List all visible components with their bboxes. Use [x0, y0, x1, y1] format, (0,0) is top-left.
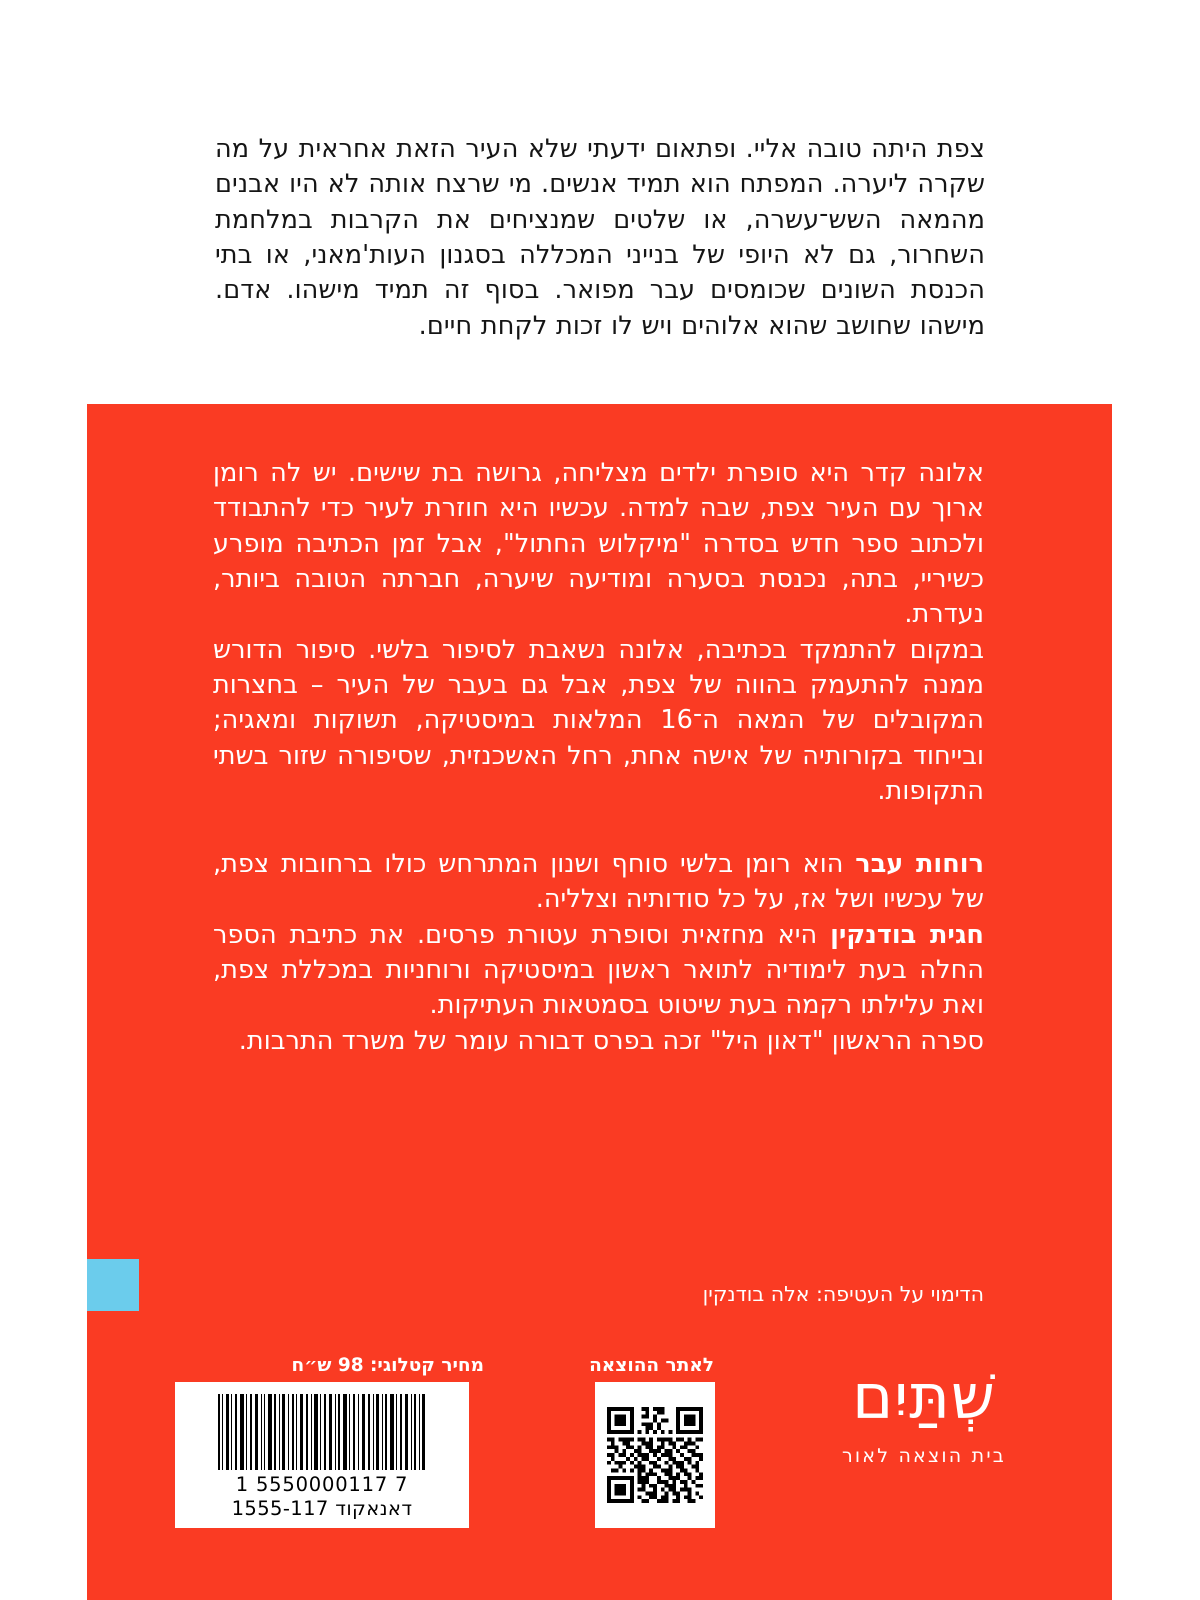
cover-image-credit: הדימוי על העטיפה: אלה בודנקין [702, 1282, 984, 1306]
blue-accent-square [87, 1259, 139, 1311]
blurb-paragraph-3-rest: הוא רומן בלשי סוחף ושנון המתרחש כולו ברחובות צפת, של עכשיו ושל אז, על כל סודותיה וצלליה. [213, 849, 984, 915]
barcode-bars-icon [218, 1394, 426, 1470]
qr-caption: לאתר ההוצאה [589, 1355, 714, 1376]
excerpt-block [215, 132, 985, 344]
publisher-name: שְׁתַּיִם [852, 1360, 996, 1433]
blurb-paragraph-3 [213, 847, 984, 918]
book-title-bold: רוחות עבר [855, 849, 984, 880]
blurb-paragraph-5: ספרה הראשון "דאון היל" זכה בפרס דבורה עומר של משרד התרבות. [238, 1025, 984, 1056]
excerpt-text: צפת היתה טובה אליי. ופתאום ידעתי שלא העיר הזאת אחראית על מה שקרה ליערה. המפתח הוא תמיד אנשים. מי שרצח אותה לא היו אבנים מהמאה השש־עשרה, או שלטים שמנציחים את הקרבות במלחמת השחרור, גם לא היופי של בנייני המכללה בסגנון העות'מאני, או בתי הכנסת השונים שכומסים עבר מפואר. בסוף זה תמיד מישהו. אדם. מישהו שחושב שהוא אלוהים ויש לו זכות לקחת חיים. [215, 134, 985, 341]
barcode-danacode: דאנאקוד 1555-117 [231, 1496, 413, 1520]
blurb-block [213, 456, 984, 1059]
catalog-price-label: מחיר קטלוגי: 98 ש״ח [291, 1355, 484, 1376]
qr-code-box[interactable] [595, 1382, 715, 1528]
red-panel [87, 404, 1112, 1600]
qr-code-icon[interactable] [607, 1407, 703, 1503]
blurb-paragraph-2: במקום להתמקד בכתיבה, אלונה נשאבת לסיפור בלשי. סיפור הדורש ממנה להתעמק בהווה של צפת, אבל גם בעבר של העיר – בחצרות המקובלים של המאה ה־16 המלאות במיסטיקה, תשוקות ומאגיה; ובייחוד בקורותיה של אישה אחת, רחל האשכנזית, שסיפורה שזור בשתי התקופות. [213, 634, 984, 806]
publisher-logo [774, 1360, 1074, 1468]
publisher-tagline: בית הוצאה לאור [842, 1445, 1006, 1468]
blurb-paragraph-4-rest: היא מחזאית וסופרת עטורת פרסים. את כתיבת הספר החלה בעת לימודיה לתואר ראשון במיסטיקה ורוחניות במכללת צפת, ואת עלילתו רקמה בעת שיטוט בסמטאות העתיקות. [213, 919, 984, 1021]
barcode-box [175, 1382, 469, 1528]
author-name-bold: חגית בודנקין [830, 919, 984, 950]
blurb-paragraph-1: אלונה קדר היא סופרת ילדים מצליחה, גרושה בת שישים. יש לה רומן ארוך עם העיר צפת, שבה למדה. עכשיו היא חוזרת לעיר כדי להתבודד ולכתוב ספר חדש בסדרה "מיקלוש החתול", אבל זמן הכתיבה מופרע כשיריי, בתה, נכנסת בסערה ומודיעה שיערה, חברתה הטובה ביותר, נעדרת. [213, 458, 984, 630]
barcode-number: 1 5550000117 7 [235, 1473, 409, 1496]
blurb-paragraph-4 [213, 918, 984, 1024]
